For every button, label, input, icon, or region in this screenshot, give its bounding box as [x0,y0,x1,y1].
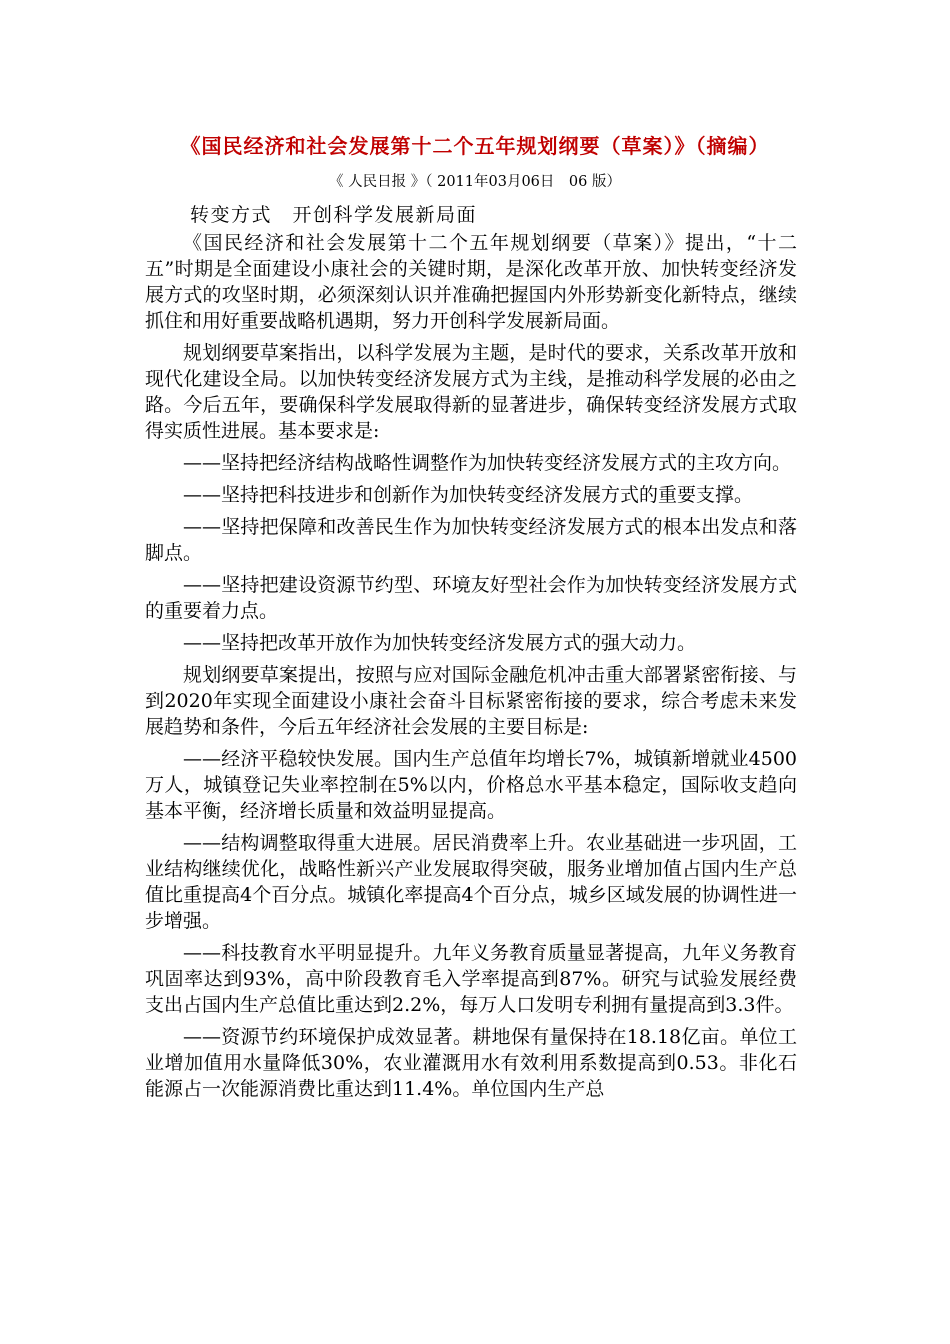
paragraph: 规划纲要草案指出，以科学发展为主题，是时代的要求，关系改革开放和现代化建设全局。以加快转变经济发展方式为主线，是推动科学发展的必由之路。今后五年，要确保科学发展取得新的显著进步，确保转变经济发展方式取得实质性进展。基本要求是: [145,342,797,442]
paragraph: ——结构调整取得重大进展。居民消费率上升。农业基础进一步巩固，工业结构继续优化，战略性新兴产业发展取得突破，服务业增加值占国内生产总值比重提高4个百分点。城镇化率提高4个百分点，城乡区域发展的协调性进一步增强。 [145,832,797,932]
paragraph: ——坚持把改革开放作为加快转变经济发展方式的强大动力。 [183,632,697,654]
paragraph: ——资源节约环境保护成效显著。耕地保有量保持在18.18亿亩。单位工业增加值用水量降低30%，农业灌溉用水有效利用系数提高到0.53。非化石能源占一次能源消费比重达到11.4%。单位国内生产总 [145,1026,797,1100]
paragraph: ——坚持把建设资源节约型、环境友好型社会作为加快转变经济发展方式的重要着力点。 [145,574,797,622]
paragraph: 规划纲要草案提出，按照与应对国际金融危机冲击重大部署紧密衔接、与到2020年实现全面建设小康社会奋斗目标紧密衔接的要求，综合考虑未来发展趋势和条件，今后五年经济社会发展的主要目标是: [145,664,797,738]
section-heading: 转变方式 开创科学发展新局面 [190,204,478,226]
source-line: 《 人民日报 》（ 2011年03月06日 06 版） [329,174,621,190]
paragraph: ——经济平稳较快发展。国内生产总值年均增长7%，城镇新增就业4500万人，城镇登记失业率控制在5%以内，价格总水平基本稳定，国际收支趋向基本平衡，经济增长质量和效益明显提高。 [145,748,797,822]
paragraph: ——坚持把保障和改善民生作为加快转变经济发展方式的根本出发点和落脚点。 [145,516,797,564]
paragraph: ——坚持把科技进步和创新作为加快转变经济发展方式的重要支撑。 [183,484,754,506]
paragraph: ——坚持把经济结构战略性调整作为加快转变经济发展方式的主攻方向。 [183,452,792,474]
article-body [145,230,797,1108]
document-title: 《国民经济和社会发展第十二个五年规划纲要（草案）》（摘编） [180,134,770,158]
paragraph: 《国民经济和社会发展第十二个五年规划纲要（草案）》提出，“十二五”时期是全面建设小康社会的关键时期，是深化改革开放、加快转变经济发展方式的攻坚时期，必须深刻认识并准确把握国内外形势新变化新特点，继续抓住和用好重要战略机遇期，努力开创科学发展新局面。 [145,232,797,332]
paragraph: ——科技教育水平明显提升。九年义务教育质量显著提高，九年义务教育巩固率达到93%，高中阶段教育毛入学率提高到87%。研究与试验发展经费支出占国内生产总值比重达到2.2%，每万人口发明专利拥有量提高到3.3件。 [145,942,797,1016]
